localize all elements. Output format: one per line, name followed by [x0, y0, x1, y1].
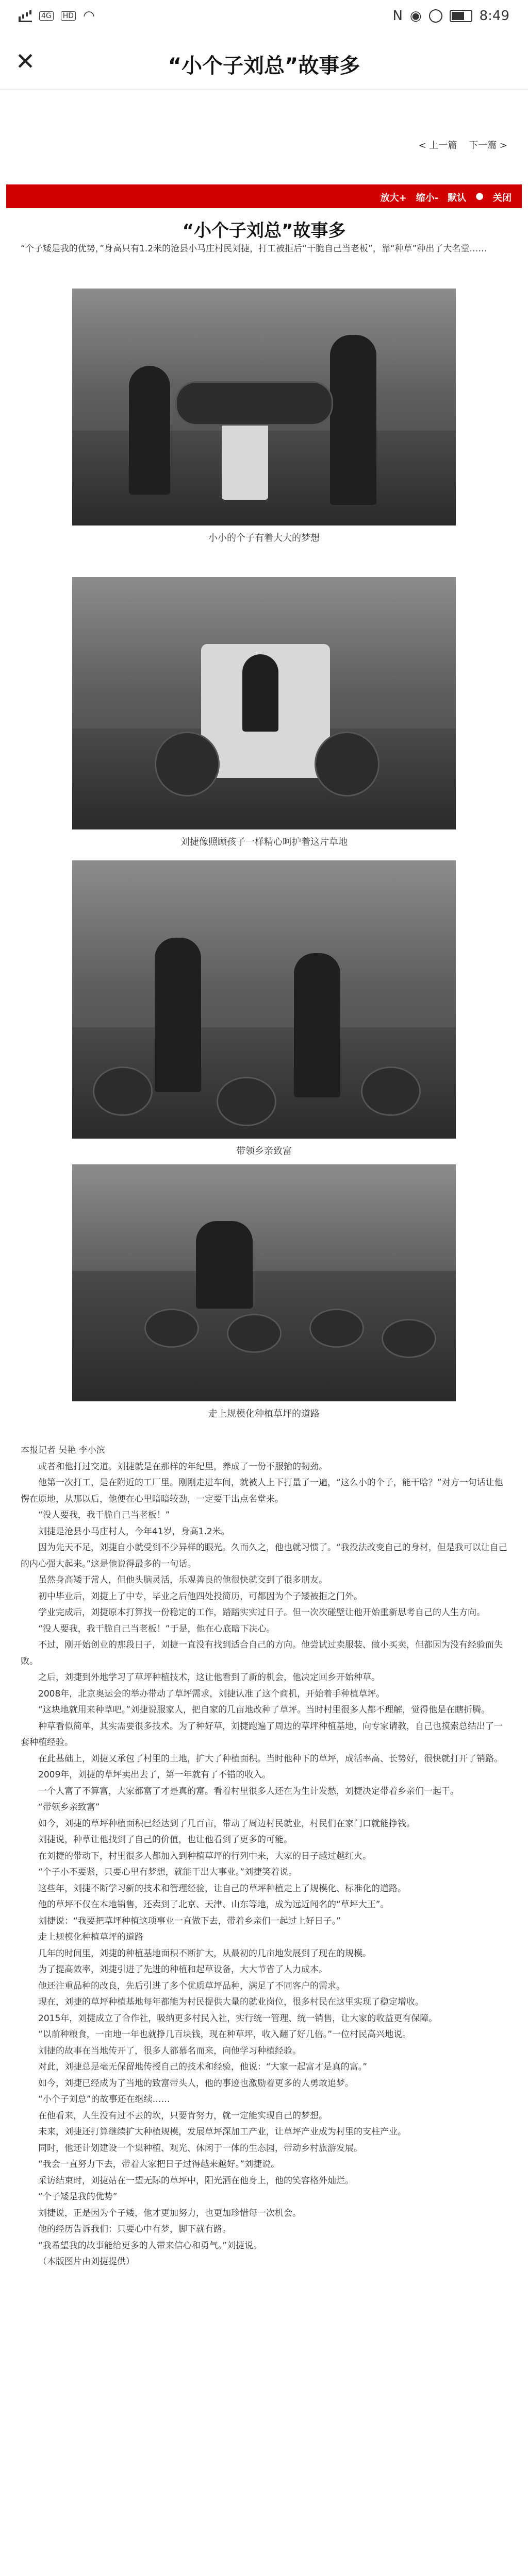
alarm-icon: [429, 9, 442, 23]
photo-caption-4: 走上规模化种植草坪的道路: [208, 1409, 320, 1419]
photo-credit: （本版图片由刘捷提供）: [38, 2257, 135, 2267]
status-bar: [0, 0, 528, 33]
default-font-button[interactable]: 默认: [448, 193, 467, 204]
article-paragraph: 之后，刘捷到外地学习了草坪种植技术，这让他看到了新的机会，他决定回乡开始种草。: [38, 1672, 380, 1683]
article-paragraph: “没人要我，我干脆自己当老板！”: [38, 1510, 170, 1520]
article-paragraph: 未来，刘捷还打算继续扩大种植规模，发展草坪深加工产业，让草坪产业成为村里的支柱产业。: [38, 2127, 406, 2137]
photo-caption-3: 带领乡亲致富: [236, 1146, 292, 1157]
prev-article-link[interactable]: < 上一篇: [418, 140, 457, 151]
article-paragraph: 在刘捷的带动下，村里很多人都加入到种植草坪的行列中来，大家的日子越过越红火。: [38, 1851, 371, 1861]
article-paragraph: 一个人富了不算富，大家都富了才是真的富。看着村里很多人还在为生计发愁，刘捷决定带着乡亲们一起干。: [38, 1786, 459, 1797]
page-title: “小个子刘总”故事多: [168, 54, 360, 78]
article-paragraph: 他的经历告诉我们：只要心中有梦，脚下就有路。: [38, 2224, 231, 2234]
battery-icon: [450, 10, 472, 22]
article-paragraph: “以前种粮食，一亩地一年也就挣几百块钱，现在种草坪，收入翻了好几倍。”一位村民高兴地说。: [38, 2029, 411, 2040]
article-paragraph: 学业完成后，刘捷原本打算找一份稳定的工作，踏踏实实过日子。但一次次碰壁让他开始重新思考自己的人生方向。: [38, 1607, 485, 1618]
close-icon[interactable]: ✕: [15, 47, 36, 75]
font-controls: [381, 191, 512, 204]
article-paragraph: 对此，刘捷总是毫无保留地传授自己的技术和经验，他说：“大家一起富才是真的富。”: [38, 2062, 368, 2072]
article-paragraph: 如今，刘捷已经成为了当地的致富带头人，他的事迹也激励着更多的人勇敢追梦。: [38, 2078, 354, 2089]
article-paragraph: “个子矮是我的优势”: [38, 2192, 118, 2202]
article-paragraph: 在此基础上，刘捷又承包了村里的土地，扩大了种植面积。当时他种下的草坪，成活率高、长势好，很快就打开了销路。: [38, 1753, 503, 1764]
article-toolbar-top: [6, 184, 522, 208]
article-paragraph: 刘捷的故事在当地传开了，很多人都慕名而来，向他学习种植经验。: [38, 2045, 301, 2056]
photo-caption-2: 刘捷像照顾孩子一样精心呵护着这片草地: [180, 837, 348, 848]
eye-icon: ◉: [409, 8, 422, 24]
article-paragraph: 2009年，刘捷的草坪卖出去了，第一年就有了不错的收入。: [38, 1770, 271, 1780]
article-paragraph: 他的草坪不仅在本地销售，还卖到了北京、天津、山东等地，成为远近闻名的“草坪大王”。: [38, 1900, 389, 1910]
article-paragraph: 采访结束时，刘捷站在一望无际的草坪中，阳光洒在他身上，他的笑容格外灿烂。: [38, 2175, 354, 2186]
article-photo-3: [72, 860, 456, 1139]
article-paragraph: 现在，刘捷的草坪种植基地每年都能为村民提供大量的就业岗位，很多村民在这里实现了稳定增收。: [38, 1997, 424, 2007]
article-paragraph: 走上规模化种植草坪的道路: [38, 1932, 143, 1942]
article-paragraph: 刘捷说：“我要把草坪种植这项事业一直做下去，带着乡亲们一起过上好日子。”: [38, 1916, 341, 1926]
article-paragraph: 刘捷是沧县小马庄村人，今年41岁，身高1.2米。: [38, 1526, 230, 1537]
article-paragraph: 同时，他还计划建设一个集种植、观光、休闲于一体的生态园，带动乡村旅游发展。: [38, 2143, 362, 2154]
article-paragraph: “小个子刘总”的故事还在继续……: [38, 2094, 170, 2105]
article-paragraph: 刘捷说，正是因为个子矮，他才更加努力，也更加珍惜每一次机会。: [38, 2208, 301, 2218]
article-paragraph: 2008年，北京奥运会的举办带动了草坪需求，刘捷认准了这个商机，开始着手种植草坪。: [38, 1688, 385, 1699]
shrink-font-button[interactable]: 缩小-: [416, 193, 439, 204]
status-time: 8:49: [479, 8, 509, 24]
nfc-icon: N: [392, 8, 403, 24]
article-paragraph: “没人要我，我干脆自己当老板！”于是，他在心底暗下决心。: [38, 1623, 275, 1634]
article-paragraph: 如今，刘捷的草坪种植面积已经达到了几百亩，带动了周边村民就业，村民们在家门口就能挣钱。: [38, 1818, 415, 1829]
article-paragraph: 因为先天不足，刘捷自小就受到不少异样的眼光。久而久之，他也就习惯了。“我没法改变自己的身材，但是我可以让自己的内心强大起来。”这是他说得最多的一句话。: [21, 1543, 507, 1569]
article-paragraph: “个子小不要紧，只要心里有梦想，就能干出大事业。”刘捷笑着说。: [38, 1867, 298, 1877]
article-paragraph: 种草看似简单，其实需要很多技术。为了种好草，刘捷跑遍了周边的草坪种植基地，向专家请教，自己也摸索总结出了一套种植经验。: [21, 1721, 503, 1748]
article-paragraph: 他还注重品种的改良，先后引进了多个优质草坪品种，满足了不同客户的需求。: [38, 1980, 345, 1991]
signal-icon: [19, 10, 32, 22]
article-paragraph: 虽然身高矮于常人，但他头脑灵活，乐观善良的他很快就交到了很多朋友。: [38, 1575, 327, 1585]
article-paragraph: “这块地就用来种草吧。”刘捷说服家人，把自家的几亩地改种了草坪。当时村里很多人都不理解，觉得他是在瞎折腾。: [38, 1705, 490, 1715]
article-photo-2: [72, 577, 456, 829]
enlarge-font-button[interactable]: 放大+: [380, 193, 407, 204]
photo-caption-1: 小小的个子有着大大的梦想: [208, 533, 320, 544]
article-pager: [418, 138, 507, 151]
article-paragraph: 刘捷说，种草让他找到了自己的价值，也让他看到了更多的可能。: [38, 1835, 292, 1845]
next-article-link[interactable]: 下一篇 >: [469, 140, 507, 151]
article-paragraph: 他第一次打工，是在附近的工厂里。刚刚走进车间，就被人上下打量了一遍，“这么小的个子，能干啥？”对方一句话让他愣在原地，从那以后，他便在心里暗暗较劲，一定要干出点名堂来。: [21, 1478, 503, 1504]
article-paragraph: 或者和他打过交道。刘捷就是在那样的年纪里，养成了一份不服输的韧劲。: [38, 1461, 327, 1472]
status-left: [19, 8, 95, 24]
close-article-button[interactable]: 关闭: [493, 193, 512, 204]
article-byline: 本报记者 吴艳 李小滨: [21, 1445, 105, 1455]
article-title: “小个子刘总”故事多: [182, 221, 346, 241]
article-photo-1: [72, 289, 456, 526]
article-paragraph: 几年的时间里，刘捷的种植基地面积不断扩大，从最初的几亩地发展到了现在的规模。: [38, 1948, 371, 1959]
article-paragraph: 不过，刚开始创业的那段日子，刘捷一直没有找到适合自己的方向。他尝试过卖服装、做小买卖，但都因为没有经验而失败。: [21, 1640, 503, 1667]
article-paragraph: “带领乡亲致富”: [38, 1802, 100, 1812]
article-paragraph: 这些年，刘捷不断学习新的技术和管理经验，让自己的草坪种植走上了规模化、标准化的道路。: [38, 1883, 406, 1894]
article-paragraphs: [21, 1459, 507, 2255]
article-paragraph: 初中毕业后，刘捷上了中专，毕业之后他四处投简历，可都因为个子矮被拒之门外。: [38, 1591, 362, 1602]
article-lead: “个子矮是我的优势，”身高只有1.2米的沧县小马庄村民刘捷，打工被拒后“干脆自己当老板”，靠“种草”种出了大名堂……: [21, 244, 487, 254]
network-type-badge: 4G: [39, 11, 54, 21]
wifi-icon: ◠: [83, 8, 95, 24]
article-body: [21, 1443, 507, 2270]
hd-badge: HD: [61, 11, 76, 21]
status-right: [392, 8, 509, 24]
article-paragraph: 为了提高效率，刘捷引进了先进的种植和起草设备，大大节省了人力成本。: [38, 1964, 327, 1975]
nav-bar: [0, 33, 528, 90]
article-paragraph: 2015年，刘捷成立了合作社，吸纳更多村民入社，实行统一管理、统一销售，让大家的收益更有保障。: [38, 2013, 438, 2024]
article-photo-4: [72, 1164, 456, 1401]
article-paragraph: “我会一直努力下去，带着大家把日子过得越来越好。”刘捷说。: [38, 2159, 280, 2170]
article-paragraph: 在他看来，人生没有过不去的坎，只要肯努力，就一定能实现自己的梦想。: [38, 2110, 327, 2121]
article-paragraph: “我希望我的故事能给更多的人带来信心和勇气。”刘捷说。: [38, 2240, 262, 2251]
separator-dot: ●: [475, 191, 484, 201]
